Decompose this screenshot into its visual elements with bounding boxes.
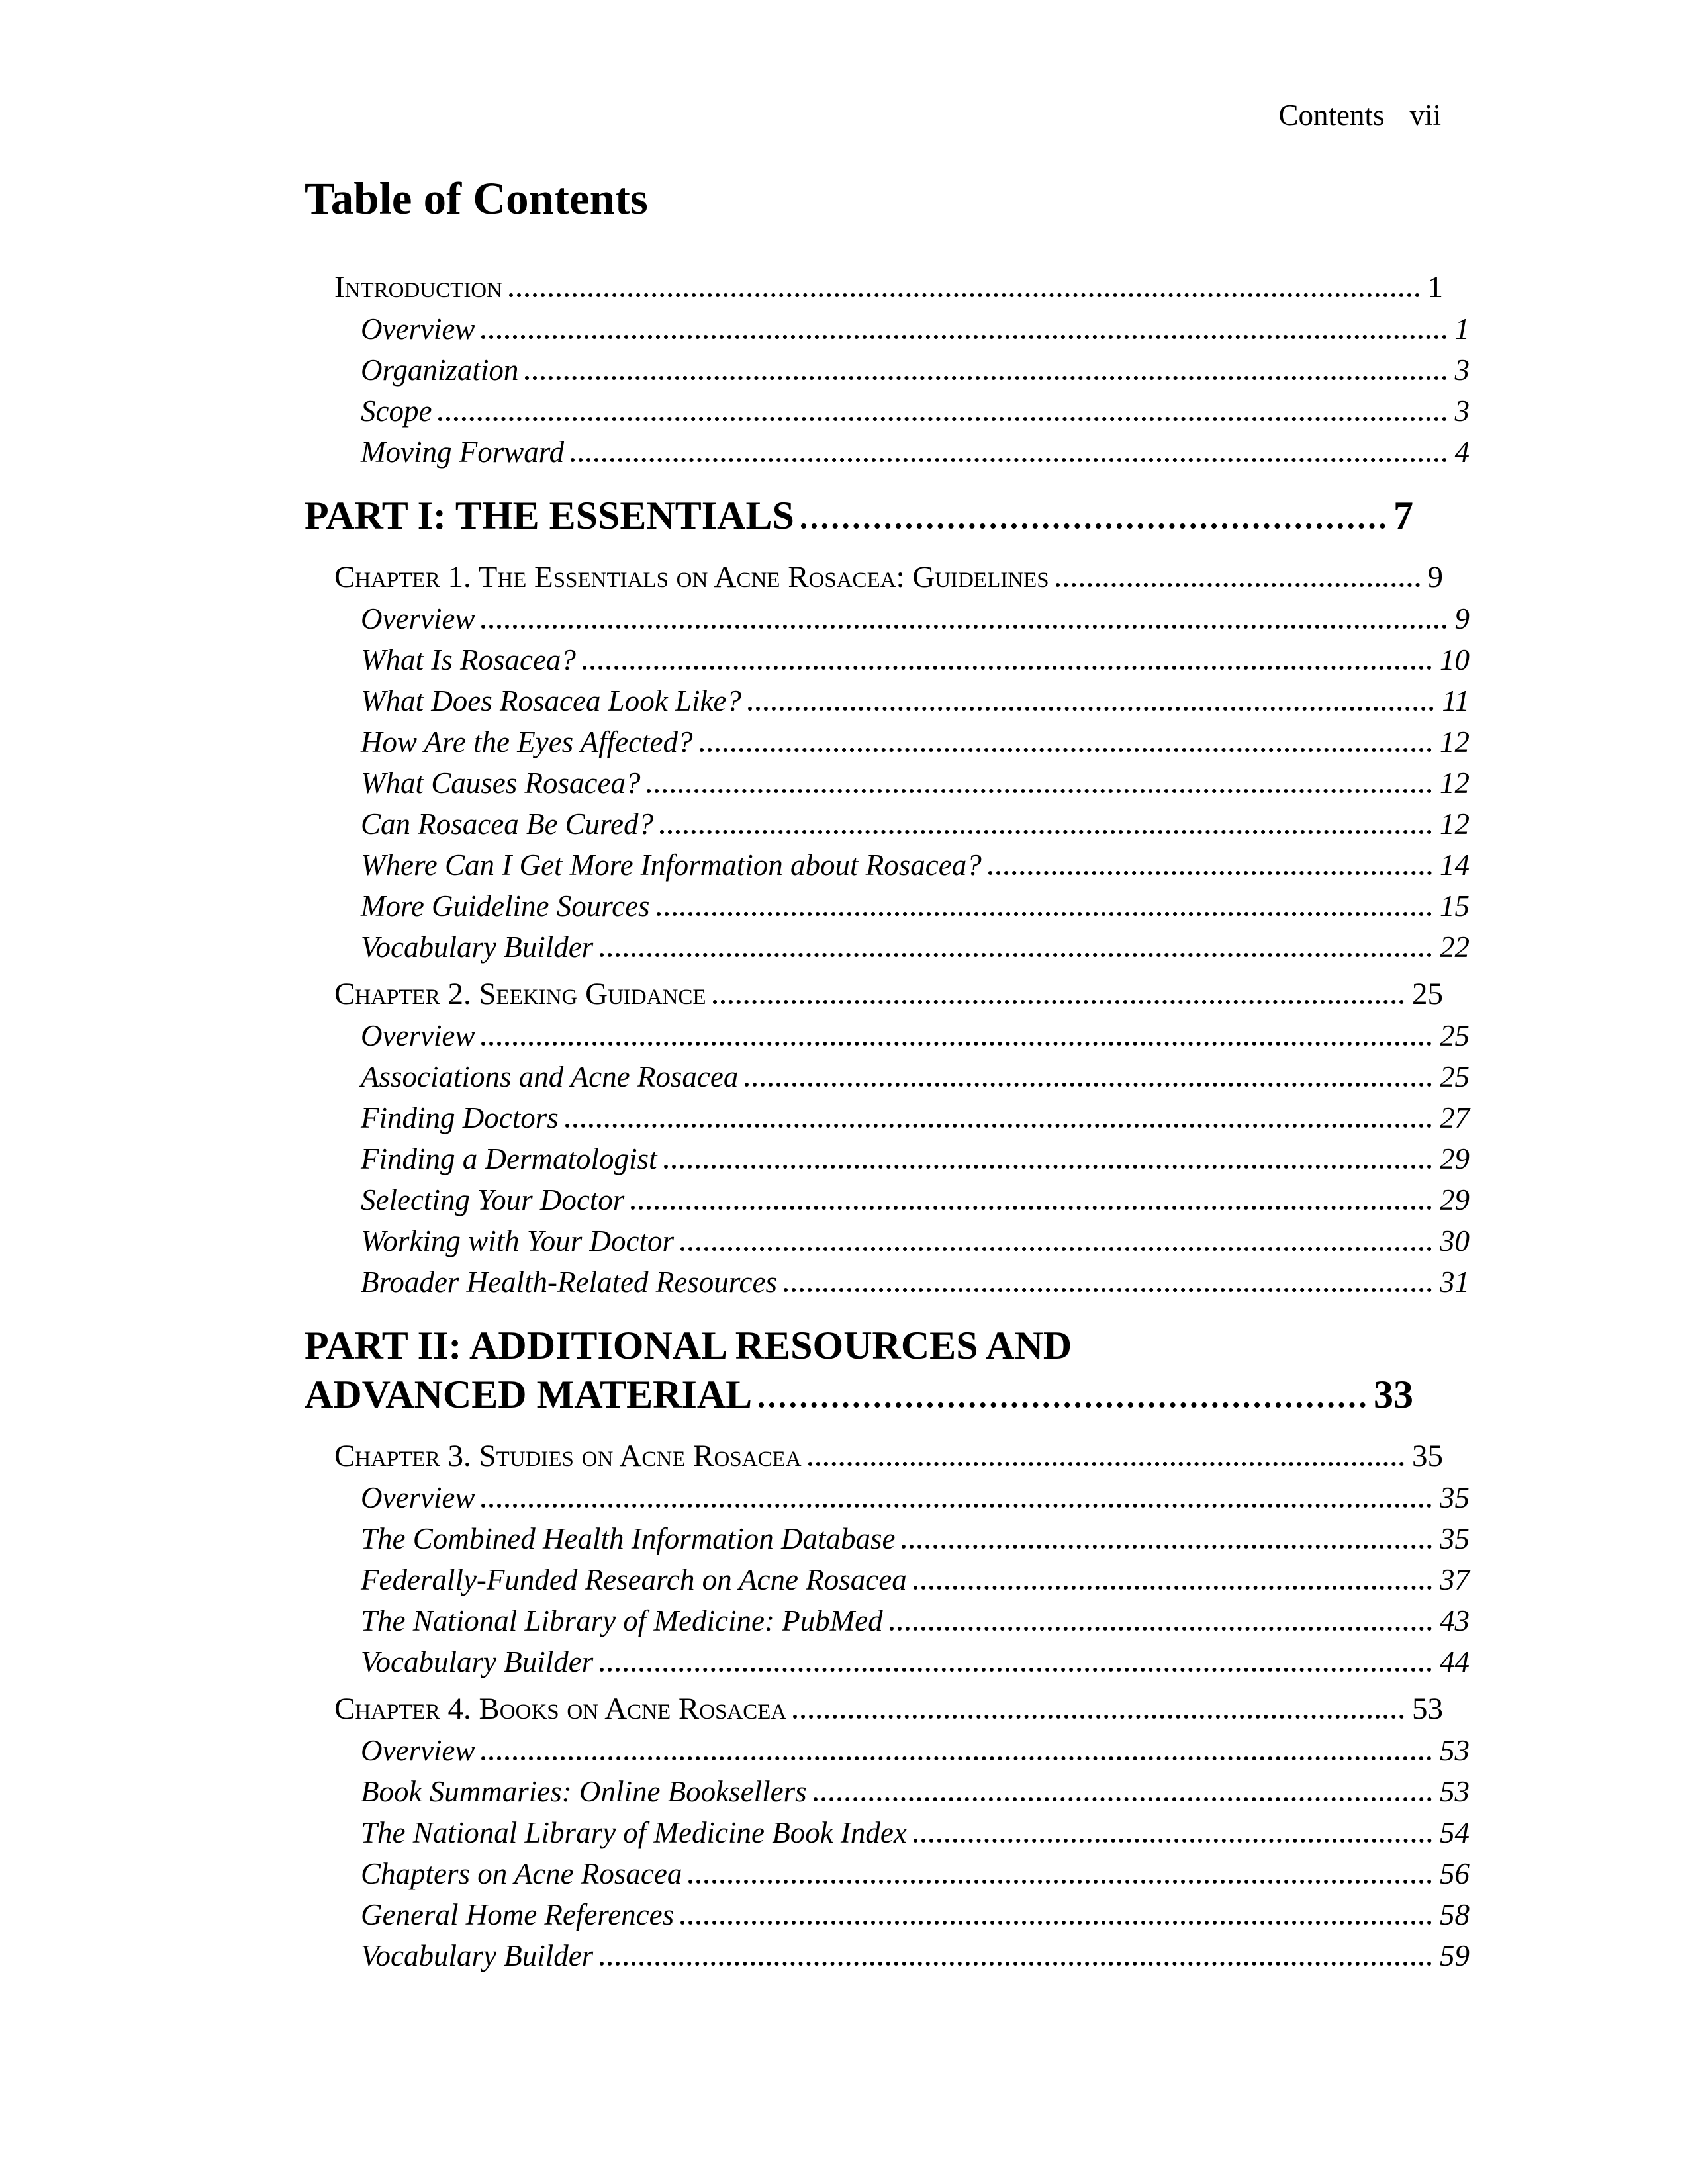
toc-entry-page: 12 [1440,725,1470,758]
toc-entry-page: 35 [1440,1522,1470,1555]
dot-leader [745,1083,1432,1087]
toc-entry [305,1812,1470,1853]
toc-entry-label: Chapters on Acne Rosacea [361,1857,682,1890]
toc-entry-label: Selecting Your Doctor [361,1183,625,1216]
toc-entry-page: 31 [1440,1265,1470,1298]
toc-entry-label: PART I: THE ESSENTIALS [305,494,794,537]
dot-leader [1056,583,1420,587]
toc-entry-page: 33 [1374,1373,1413,1416]
toc-entry-page: 30 [1440,1224,1470,1257]
toc-entry [305,1894,1470,1935]
dot-leader [688,1880,1432,1884]
toc-entry [305,1600,1470,1641]
toc-entry [305,266,1443,308]
toc-entry-page: 4 [1454,435,1470,469]
page-title: Table of Contents [305,173,648,224]
dot-leader [801,523,1385,529]
toc-entry-label: The National Library of Medicine Book Index [361,1816,907,1849]
dot-leader [784,1288,1432,1292]
dot-leader [713,1000,1404,1004]
toc-entry-label: Federally-Funded Research on Acne Rosacea [361,1563,907,1596]
dot-leader [914,1839,1432,1843]
toc-list [305,266,1470,1976]
toc-entry-label: Overview [361,1734,475,1767]
toc-entry-label: Overview [361,1481,475,1514]
running-header [1278,98,1441,132]
toc-entry-label: More Guideline Sources [361,889,650,923]
dot-leader [680,1247,1432,1251]
dot-leader [481,1756,1432,1760]
toc-entry [305,491,1413,540]
toc-entry-page: 35 [1440,1481,1470,1514]
toc-entry [305,927,1470,968]
toc-entry [305,1641,1470,1682]
toc-entry-page: 35 [1412,1439,1443,1473]
toc-entry-page: 1 [1454,312,1470,345]
dot-leader [583,666,1432,670]
toc-entry-label: Moving Forward [361,435,565,469]
toc-entry-label: Vocabulary Builder [361,1939,594,1972]
toc-entry-label: Can Rosacea Be Cured? [361,807,654,841]
toc-entry [305,973,1443,1015]
toc-entry-page: 12 [1440,766,1470,799]
toc-entry-label: Overview [361,602,475,635]
dot-leader [647,789,1432,793]
dot-leader [600,1668,1432,1672]
toc-entry [305,308,1470,349]
toc-entry-label: Finding Doctors [361,1101,559,1134]
toc-entry [305,598,1470,639]
toc-entry-page: 29 [1440,1142,1470,1175]
dot-leader [902,1545,1432,1549]
toc-entry [305,1056,1470,1097]
dot-leader [481,625,1446,629]
toc-entry-label: Chapter 2. Seeking Guidance [334,977,706,1011]
toc-entry-label: ADVANCED MATERIAL [305,1373,753,1416]
toc-entry-label: Introduction [334,270,502,304]
toc-entry-page: 25 [1440,1060,1470,1093]
toc-entry [305,1015,1470,1056]
toc-entry-page: 12 [1440,807,1470,841]
toc-entry-page: 54 [1440,1816,1470,1849]
dot-leader [808,1462,1404,1466]
toc-entry-label: Book Summaries: Online Booksellers [361,1775,807,1808]
toc-entry-page: 9 [1427,560,1443,594]
dot-leader [759,1402,1366,1408]
dot-leader [600,953,1432,957]
toc-entry [305,1097,1470,1138]
toc-entry [305,432,1470,473]
dot-leader [748,707,1434,711]
dot-leader [793,1715,1404,1719]
toc-entry-page: 3 [1454,353,1470,387]
toc-entry [305,556,1443,598]
toc-entry-label: Working with Your Doctor [361,1224,675,1257]
dot-leader [509,293,1420,297]
toc-entry-label: The National Library of Medicine: PubMed [361,1604,883,1637]
toc-entry [305,1477,1470,1518]
toc-entry-page: 25 [1412,977,1443,1011]
dot-leader [680,1921,1432,1925]
toc-entry-page: 3 [1454,394,1470,428]
toc-entry [305,1518,1470,1559]
dot-leader [571,458,1446,462]
toc-entry [305,1220,1470,1261]
dot-leader [814,1797,1432,1801]
toc-entry-label: Vocabulary Builder [361,1645,594,1678]
toc-entry-page: 11 [1442,684,1470,717]
toc-entry-label: Scope [361,394,432,428]
dot-leader [481,1042,1432,1046]
toc-entry-page: 43 [1440,1604,1470,1637]
toc-entry-page: 56 [1440,1857,1470,1890]
toc-entry-page: 53 [1440,1775,1470,1808]
dot-leader [600,1962,1432,1966]
toc-entry [305,1771,1470,1812]
toc-entry-label: Vocabulary Builder [361,931,594,964]
toc-entry [305,1935,1470,1976]
toc-entry [305,721,1470,762]
toc-entry-label: Where Can I Get More Information about Rosacea? [361,848,982,882]
dot-leader [660,830,1432,834]
toc-entry-page: 29 [1440,1183,1470,1216]
running-header-section: Contents [1278,99,1385,132]
toc-entry [305,762,1470,803]
toc-entry-page: 59 [1440,1939,1470,1972]
toc-entry-page: 58 [1440,1898,1470,1931]
toc-entry [305,1435,1443,1477]
toc-entry-page: 14 [1440,848,1470,882]
toc-entry-page: 7 [1393,494,1413,537]
dot-leader [988,871,1432,875]
toc-entry-page: 10 [1440,643,1470,676]
toc-entry-label: What Does Rosacea Look Like? [361,684,741,717]
toc-entry [305,639,1470,680]
dot-leader [481,335,1446,339]
dot-leader [700,748,1432,752]
toc-entry-label: Associations and Acne Rosacea [361,1060,739,1093]
toc-entry [305,886,1470,927]
toc-entry [305,680,1470,721]
toc-entry [305,349,1470,390]
toc-entry [305,1853,1470,1894]
toc-entry-label: Chapter 3. Studies on Acne Rosacea [334,1439,802,1473]
toc-entry [305,1559,1470,1600]
dot-leader [565,1124,1432,1128]
toc-entry [305,1688,1443,1730]
toc-entry-page: 9 [1454,602,1470,635]
dot-leader [631,1206,1432,1210]
toc-entry [305,844,1470,886]
dot-leader [481,1504,1432,1508]
toc-entry-label: PART II: ADDITIONAL RESOURCES AND [305,1324,1072,1367]
toc-entry [305,1321,1413,1370]
toc-entry [305,1138,1470,1179]
toc-entry-label: Overview [361,1019,475,1052]
dot-leader [525,376,1446,380]
toc-entry [305,390,1470,432]
toc-entry-page: 1 [1427,270,1443,304]
toc-entry-label: What Causes Rosacea? [361,766,641,799]
toc-entry-label: Finding a Dermatologist [361,1142,657,1175]
toc-entry-label: Chapter 4. Books on Acne Rosacea [334,1692,787,1726]
toc-entry-page: 22 [1440,931,1470,964]
toc-entry [305,1261,1470,1302]
toc-entry-label: Chapter 1. The Essentials on Acne Rosacea: Guidelines [334,560,1049,594]
running-header-page-number: vii [1409,99,1441,132]
toc-entry [305,1730,1470,1771]
toc-entry-page: 25 [1440,1019,1470,1052]
toc-entry-page: 15 [1440,889,1470,923]
dot-leader [657,912,1432,916]
toc-entry [305,803,1470,844]
toc-entry [305,1370,1413,1419]
toc-entry-label: Broader Health-Related Resources [361,1265,777,1298]
toc-entry-page: 53 [1440,1734,1470,1767]
toc-entry-label: Overview [361,312,475,345]
toc-entry-label: General Home References [361,1898,675,1931]
toc-entry [305,1179,1470,1220]
toc-entry-page: 53 [1412,1692,1443,1726]
dot-leader [438,417,1446,421]
toc-entry-page: 44 [1440,1645,1470,1678]
toc-entry-label: What Is Rosacea? [361,643,576,676]
toc-entry-page: 27 [1440,1101,1470,1134]
dot-leader [914,1586,1432,1590]
dot-leader [890,1627,1432,1631]
page-content [305,171,1470,1976]
dot-leader [664,1165,1432,1169]
toc-entry-page: 37 [1440,1563,1470,1596]
toc-entry-label: How Are the Eyes Affected? [361,725,693,758]
toc-entry-label: The Combined Health Information Database [361,1522,896,1555]
toc-entry-label: Organization [361,353,519,387]
